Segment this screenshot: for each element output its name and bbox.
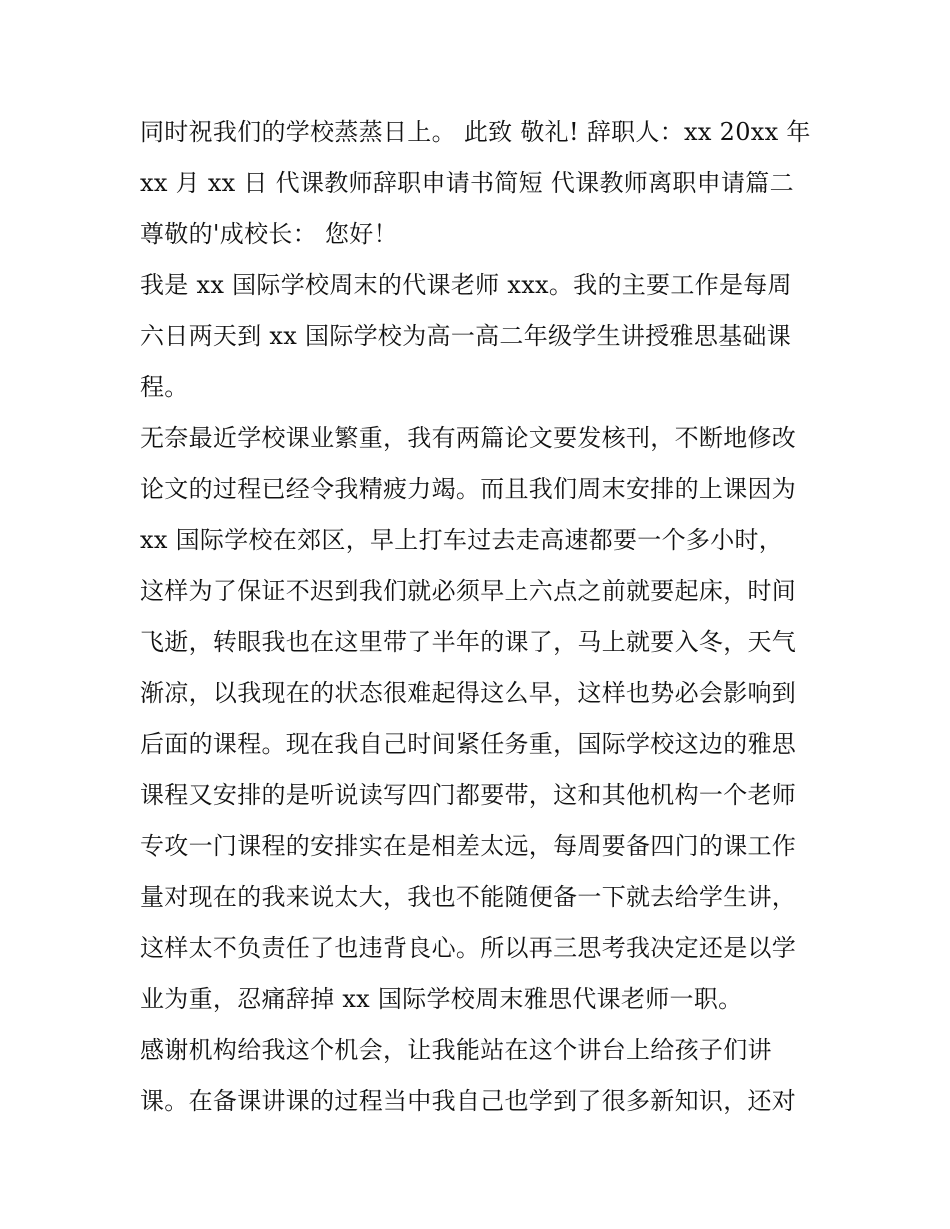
text-line: 专攻一门课程的安排实在是相差太远，每周要备四门的课工作 (140, 832, 797, 860)
text-line: 业为重，忍痛辞掉 xx 国际学校周末雅思代课老师一职。 (140, 985, 743, 1013)
text-line: xx 月 xx 日 代课教师辞职申请书简短 代课教师离职申请篇二 (140, 169, 794, 197)
text-line: 感谢机构给我这个机会，让我能站在这个讲台上给孩子们讲 (140, 1036, 772, 1064)
text-line: xx 国际学校在郊区，早上打车过去走高速都要一个多小时， (140, 526, 784, 554)
text-line: 我是 xx 国际学校周末的代课老师 xxx。我的主要工作是每周 (140, 271, 792, 299)
text-line: 程。 (140, 373, 189, 401)
text-line: 无奈最近学校课业繁重，我有两篇论文要发核刊，不断地修改 (140, 424, 797, 452)
text-line: 课程又安排的是听说读写四门都要带，这和其他机构一个老师 (140, 781, 797, 809)
text-line: 这样为了保证不迟到我们就必须早上六点之前就要起床，时间 (140, 577, 797, 605)
text-line: 飞逝，转眼我也在这里带了半年的课了，马上就要入冬，天气 (140, 628, 797, 656)
text-line: 同时祝我们的学校蒸蒸日上。 此致 敬礼! 辞职人：xx 20xx 年 (140, 118, 811, 146)
text-line: 论文的过程已经令我精疲力竭。而且我们周末安排的上课因为 (140, 475, 797, 503)
text-line: 后面的课程。现在我自己时间紧任务重，国际学校这边的雅思 (140, 730, 797, 758)
text-line: 课。在备课讲课的过程当中我自己也学到了很多新知识，还对 (140, 1087, 797, 1115)
text-line: 量对现在的我来说太大，我也不能随便备一下就去给学生讲， (140, 883, 797, 911)
text-line: 六日两天到 xx 国际学校为高一高二年级学生讲授雅思基础课 (140, 322, 792, 350)
text-line: 这样太不负责任了也违背良心。所以再三思考我决定还是以学 (140, 934, 797, 962)
text-line: 渐凉，以我现在的状态很难起得这么早，这样也势必会影响到 (140, 679, 797, 707)
body-text (140, 107, 830, 1127)
text-line: 尊敬的'成校长： 您好！ (140, 220, 398, 248)
